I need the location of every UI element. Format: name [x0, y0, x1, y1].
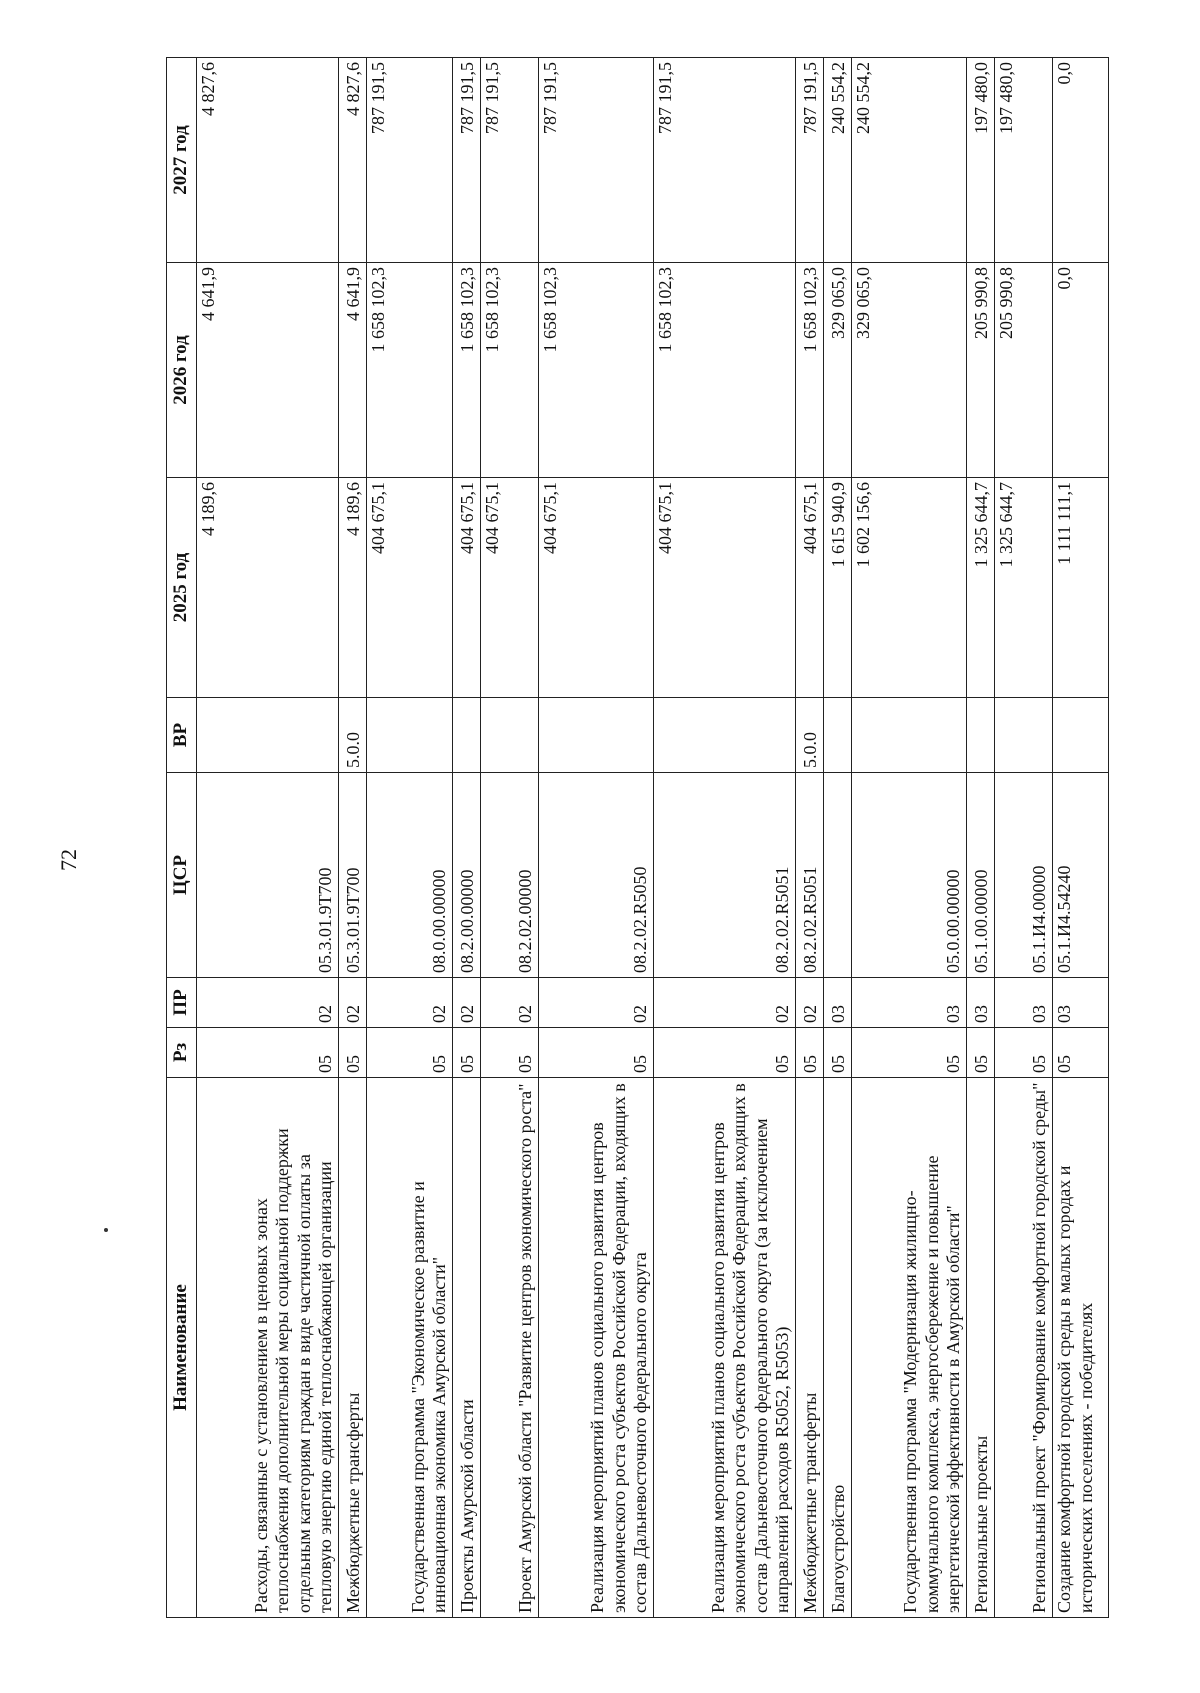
- row-2026: 0,0: [1053, 263, 1109, 478]
- row-rz: 05: [995, 1028, 1053, 1078]
- row-name: Межбюджетные трансферты: [339, 1078, 367, 1618]
- row-vr: [654, 698, 796, 773]
- row-pr: 02: [481, 978, 539, 1028]
- row-csr: 08.2.02.R5051: [654, 773, 796, 978]
- row-2025: 404 675,1: [796, 478, 824, 698]
- row-name: Расходы, связанные с установлением в ценовых зонах теплоснабжения дополнительной меры социальной поддержки отдельным категориям граждан в виде частичной оплаты за тепловую энергию единой теплоснабжающей организации: [197, 1078, 339, 1618]
- row-name: Проект Амурской области "Развитие центров экономического роста": [481, 1078, 539, 1618]
- table-row: [481, 58, 539, 1618]
- row-2026: 1 658 102,3: [539, 263, 654, 478]
- row-rz: 05: [852, 1028, 967, 1078]
- row-rz: 05: [453, 1028, 481, 1078]
- header-vr: ВР: [167, 698, 197, 773]
- row-csr: 08.2.02.R5051: [796, 773, 824, 978]
- header-2025: 2025 год: [167, 478, 197, 698]
- row-2027: 787 191,5: [481, 58, 539, 263]
- row-2025: 1 111 111,1: [1053, 478, 1109, 698]
- row-rz: 05: [1053, 1028, 1109, 1078]
- row-rz: 05: [197, 1028, 339, 1078]
- row-2025: 404 675,1: [453, 478, 481, 698]
- row-2025: 4 189,6: [197, 478, 339, 698]
- budget-table: [166, 57, 1109, 1618]
- page-number: 72: [56, 849, 81, 871]
- row-csr: 08.2.00.00000: [453, 773, 481, 978]
- row-name: Государственная программа "Модернизация жилищно-коммунального комплекса, энергосбережение и повышение энергетической эффективности в Амурской области": [852, 1078, 967, 1618]
- row-rz: 05: [481, 1028, 539, 1078]
- row-vr: [967, 698, 995, 773]
- row-name: Благоустройство: [824, 1078, 852, 1618]
- row-csr: [824, 773, 852, 978]
- row-name: Создание комфортной городской среды в малых городах и исторических поселениях - победителях: [1053, 1078, 1109, 1618]
- row-rz: 05: [539, 1028, 654, 1078]
- row-2026: 1 658 102,3: [654, 263, 796, 478]
- table-row: [1053, 58, 1109, 1618]
- row-name: Государственная программа "Экономическое развитие и инновационная экономика Амурской области": [367, 1078, 453, 1618]
- row-rz: 05: [654, 1028, 796, 1078]
- row-pr: 03: [852, 978, 967, 1028]
- row-2025: 1 325 644,7: [967, 478, 995, 698]
- row-2027: 787 191,5: [453, 58, 481, 263]
- row-2027: 0,0: [1053, 58, 1109, 263]
- table-row: [796, 58, 824, 1618]
- row-csr: 08.2.02.R5050: [539, 773, 654, 978]
- row-2025: 1 602 156,6: [852, 478, 967, 698]
- row-csr: 05.0.00.00000: [852, 773, 967, 978]
- row-vr: [1053, 698, 1109, 773]
- row-name: Региональные проекты: [967, 1078, 995, 1618]
- row-vr: 5.0.0: [339, 698, 367, 773]
- row-pr: 02: [453, 978, 481, 1028]
- table-row: [367, 58, 453, 1618]
- row-2026: 329 065,0: [824, 263, 852, 478]
- rotated-page-content: [166, 58, 1096, 1618]
- row-pr: 02: [654, 978, 796, 1028]
- row-pr: 02: [197, 978, 339, 1028]
- row-2027: 197 480,0: [967, 58, 995, 263]
- row-csr: 08.0.00.00000: [367, 773, 453, 978]
- row-vr: [367, 698, 453, 773]
- row-rz: 05: [339, 1028, 367, 1078]
- row-vr: 5.0.0: [796, 698, 824, 773]
- table-row: [539, 58, 654, 1618]
- row-2027: 240 554,2: [852, 58, 967, 263]
- row-2027: 240 554,2: [824, 58, 852, 263]
- row-2025: 404 675,1: [481, 478, 539, 698]
- row-2027: 4 827,6: [197, 58, 339, 263]
- row-name: Проекты Амурской области: [453, 1078, 481, 1618]
- header-2027: 2027 год: [167, 58, 197, 263]
- row-2027: 197 480,0: [995, 58, 1053, 263]
- table-row: [824, 58, 852, 1618]
- row-2026: 329 065,0: [852, 263, 967, 478]
- row-vr: [995, 698, 1053, 773]
- row-vr: [481, 698, 539, 773]
- row-pr: 02: [339, 978, 367, 1028]
- header-csr: ЦСР: [167, 773, 197, 978]
- table-row: [995, 58, 1053, 1618]
- table-row: [852, 58, 967, 1618]
- row-2027: 787 191,5: [796, 58, 824, 263]
- row-csr: 05.1.И4.00000: [995, 773, 1053, 978]
- row-2025: 404 675,1: [367, 478, 453, 698]
- row-2026: 1 658 102,3: [367, 263, 453, 478]
- row-vr: [197, 698, 339, 773]
- row-csr: 05.1.00.00000: [967, 773, 995, 978]
- row-name: Реализация мероприятий планов социального развития центров экономического роста субъектов Российской Федерации, входящих в состав Дальневосточного федерального округа (за исключением направлений расходов R5052, R5053): [654, 1078, 796, 1618]
- table-row: [654, 58, 796, 1618]
- row-vr: [453, 698, 481, 773]
- row-rz: 05: [967, 1028, 995, 1078]
- row-2027: 787 191,5: [367, 58, 453, 263]
- table-row: [967, 58, 995, 1618]
- table-row: [339, 58, 367, 1618]
- row-csr: 05.1.И4.54240: [1053, 773, 1109, 978]
- row-vr: [824, 698, 852, 773]
- row-rz: 05: [796, 1028, 824, 1078]
- row-rz: 05: [367, 1028, 453, 1078]
- row-2026: 4 641,9: [197, 263, 339, 478]
- table-row: [197, 58, 339, 1618]
- row-name: Межбюджетные трансферты: [796, 1078, 824, 1618]
- scan-speck: [104, 1228, 108, 1232]
- row-csr: 08.2.02.00000: [481, 773, 539, 978]
- row-vr: [852, 698, 967, 773]
- header-name: Наименование: [167, 1078, 197, 1618]
- row-pr: 02: [539, 978, 654, 1028]
- row-2025: 404 675,1: [539, 478, 654, 698]
- row-pr: 03: [824, 978, 852, 1028]
- row-csr: 05.3.01.9Т700: [339, 773, 367, 978]
- row-2026: 1 658 102,3: [453, 263, 481, 478]
- row-pr: 03: [995, 978, 1053, 1028]
- header-2026: 2026 год: [167, 263, 197, 478]
- row-2026: 205 990,8: [967, 263, 995, 478]
- row-2027: 787 191,5: [654, 58, 796, 263]
- row-name: Региональный проект "Формирование комфортной городской среды": [995, 1078, 1053, 1618]
- row-2025: 404 675,1: [654, 478, 796, 698]
- row-vr: [539, 698, 654, 773]
- table-row: [453, 58, 481, 1618]
- row-pr: 02: [796, 978, 824, 1028]
- row-2026: 1 658 102,3: [481, 263, 539, 478]
- row-2027: 787 191,5: [539, 58, 654, 263]
- row-rz: 05: [824, 1028, 852, 1078]
- row-name: Реализация мероприятий планов социального развития центров экономического роста субъектов Российской Федерации, входящих в состав Дальневосточного федерального округа: [539, 1078, 654, 1618]
- header-rz: Рз: [167, 1028, 197, 1078]
- row-2025: 1 325 644,7: [995, 478, 1053, 698]
- row-pr: 03: [967, 978, 995, 1028]
- row-2025: 4 189,6: [339, 478, 367, 698]
- row-2026: 205 990,8: [995, 263, 1053, 478]
- row-2026: 4 641,9: [339, 263, 367, 478]
- row-pr: 03: [1053, 978, 1109, 1028]
- row-2027: 4 827,6: [339, 58, 367, 263]
- header-pr: ПР: [167, 978, 197, 1028]
- row-2026: 1 658 102,3: [796, 263, 824, 478]
- row-pr: 02: [367, 978, 453, 1028]
- row-2025: 1 615 940,9: [824, 478, 852, 698]
- row-csr: 05.3.01.9Т700: [197, 773, 339, 978]
